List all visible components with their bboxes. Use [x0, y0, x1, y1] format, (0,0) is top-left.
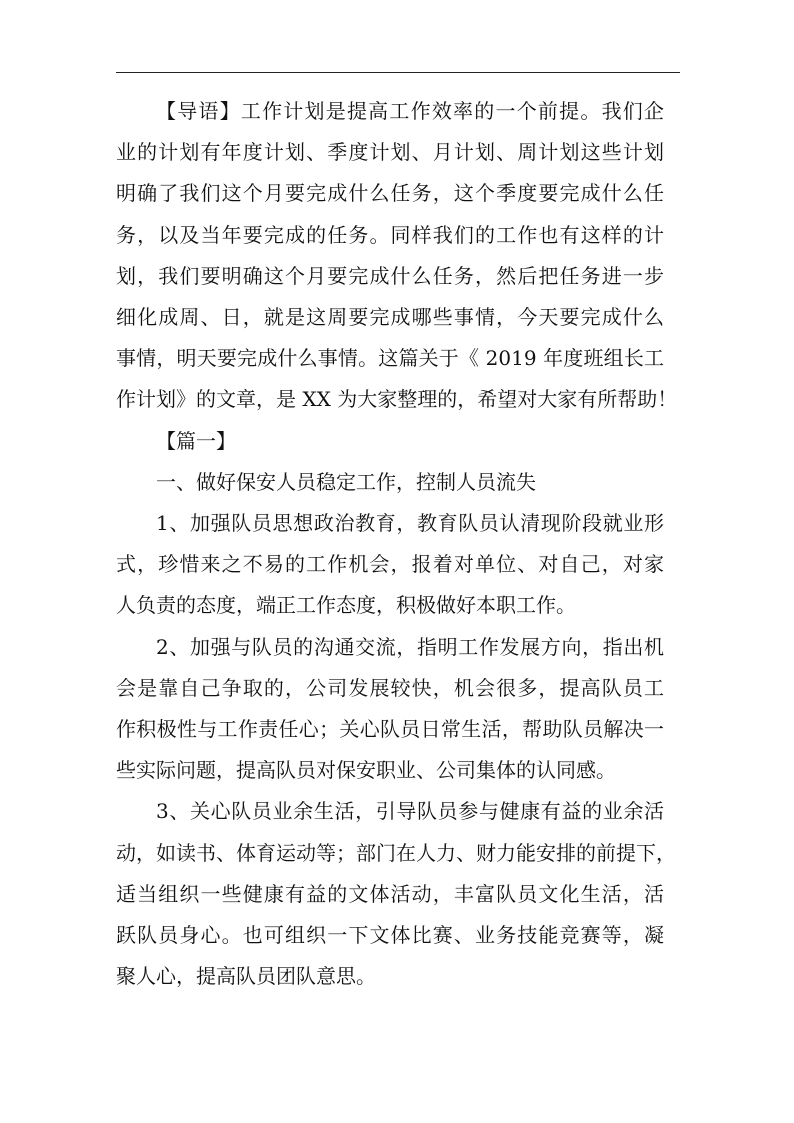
intro-line: 务，以及当年要完成的任务。同样我们的工作也有这样的计: [116, 222, 664, 247]
intro-line: 业的计划有年度计划、季度计划、月计划、周计划这些计划: [116, 140, 664, 165]
item-3-line: 3、关心队员业余生活，引导队员参与健康有益的业余活: [156, 799, 664, 824]
item-2-line: 2、加强与队员的沟通交流，指明工作发展方向，指出机: [156, 634, 664, 659]
intro-paragraph: [116, 91, 678, 421]
item-1-line: 式，珍惜来之不易的工作机会，报着对单位、对自己，对家: [116, 552, 664, 577]
header-rule: [116, 72, 680, 73]
item-2-line: 作积极性与工作责任心；关心队员日常生活，帮助队员解决一: [116, 717, 664, 742]
item-2-line: 些实际问题，提高队员对保安职业、公司集体的认同感。: [116, 758, 616, 783]
item-3-line: 适当组织一些健康有益的文体活动，丰富队员文化生活，活: [116, 881, 664, 906]
intro-line: 作计划》的文章，是 XX 为大家整理的，希望对大家有所帮助！: [116, 387, 678, 412]
intro-line: 【导语】工作计划是提高工作效率的一个前提。我们企: [156, 99, 664, 123]
item-1-paragraph: [116, 503, 664, 627]
item-3-line: 跃队员身心。也可组织一下文体比赛、业务技能竞赛等，凝: [116, 923, 664, 948]
intro-line: 事情，明天要完成什么事情。这篇关于《 2019 年度班组长工: [116, 346, 664, 371]
intro-line: 细化成周、日，就是这周要完成哪些事情，今天要完成什么: [116, 305, 664, 330]
heading-1: 一、做好保安人员稳定工作，控制人员流失: [156, 469, 536, 494]
item-3-paragraph: [116, 791, 676, 997]
item-1-line: 1、加强队员思想政治教育，教育队员认清现阶段就业形: [156, 511, 664, 536]
item-3-line: 聚人心，提高队员团队意思。: [116, 964, 376, 989]
document-body: [116, 91, 678, 997]
intro-line: 明确了我们这个月要完成什么任务，这个季度要完成什么任: [116, 181, 664, 206]
item-1-line: 人负责的态度，端正工作态度，积极做好本职工作。: [116, 593, 576, 618]
item-2-paragraph: [116, 627, 664, 792]
item-3-line: 动，如读书、体育运动等；部门在人力、财力能安排的前提下，: [116, 840, 676, 865]
item-2-line: 会是靠自己争取的，公司发展较快，机会很多，提高队员工: [116, 675, 664, 700]
section-title: 【篇一】: [156, 428, 236, 453]
intro-line: 划，我们要明确这个月要完成什么任务，然后把任务进一步: [116, 263, 664, 288]
